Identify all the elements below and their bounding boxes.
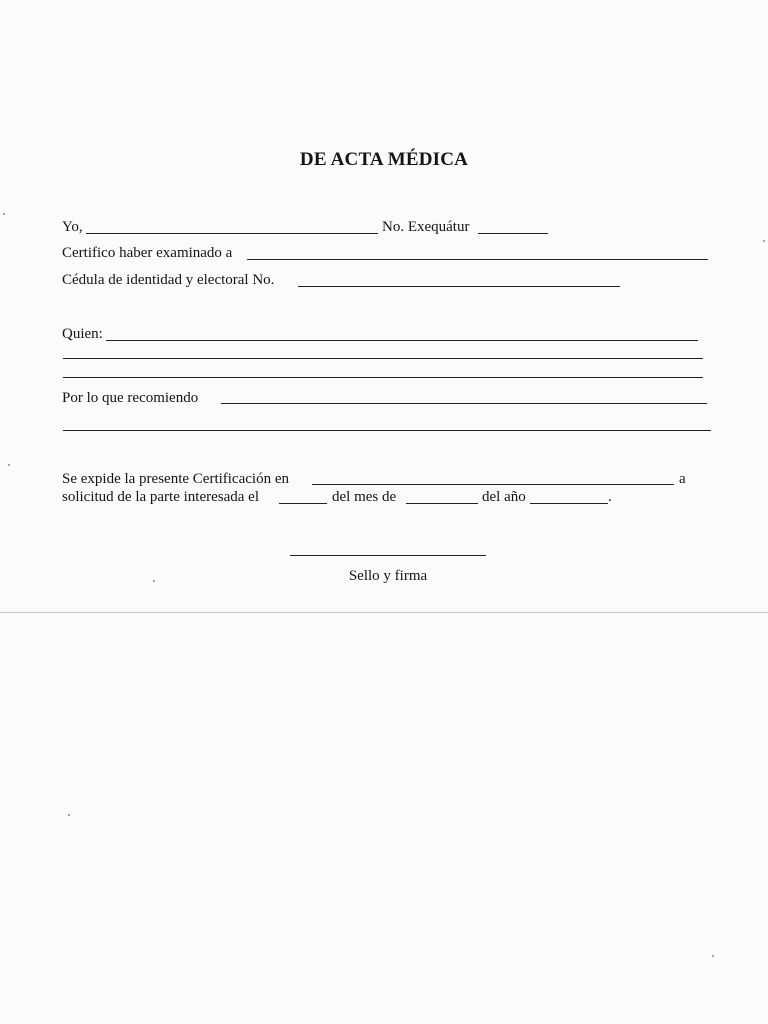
name-blank-line[interactable]: [86, 233, 378, 234]
signature-label: Sello y firma: [348, 568, 428, 584]
solicitud-label: solicitud de la parte interesada el: [62, 489, 259, 505]
cedula-blank-line[interactable]: [298, 286, 620, 287]
exequatur-label: No. Exequátur: [382, 219, 470, 235]
recomiendo-blank-line-2[interactable]: [63, 430, 711, 431]
patient-blank-line[interactable]: [247, 259, 708, 260]
expide-label: Se expide la presente Certificación en: [62, 471, 289, 487]
scan-speck: [8, 464, 10, 466]
document-title: DE ACTA MÉDICA: [299, 149, 469, 170]
scan-speck: [68, 814, 70, 816]
expide-suffix: a: [679, 471, 686, 487]
scan-speck: [3, 213, 5, 215]
certifico-label: Certifico haber examinado a: [62, 245, 233, 261]
exequatur-blank-line[interactable]: [478, 233, 548, 234]
scan-speck: [712, 955, 714, 957]
paper-fold-line: [0, 612, 768, 613]
mes-label: del mes de: [332, 489, 397, 505]
cedula-label: Cédula de identidad y electoral No.: [62, 272, 275, 288]
scan-speck: [153, 580, 155, 582]
quien-blank-line-2[interactable]: [63, 358, 703, 359]
quien-blank-line-3[interactable]: [63, 377, 703, 378]
quien-label: Quien:: [62, 326, 103, 342]
period-mark: .: [608, 489, 612, 505]
anio-label: del año: [482, 489, 526, 505]
year-blank-line[interactable]: [530, 503, 608, 504]
yo-label: Yo,: [62, 219, 83, 235]
quien-blank-line-1[interactable]: [106, 340, 698, 341]
scan-speck: [763, 240, 765, 242]
recomiendo-blank-line-1[interactable]: [221, 403, 707, 404]
month-blank-line[interactable]: [406, 503, 478, 504]
recomiendo-label: Por lo que recomiendo: [62, 390, 199, 406]
place-blank-line[interactable]: [312, 484, 674, 485]
signature-line[interactable]: [290, 555, 486, 556]
day-blank-line[interactable]: [279, 503, 327, 504]
